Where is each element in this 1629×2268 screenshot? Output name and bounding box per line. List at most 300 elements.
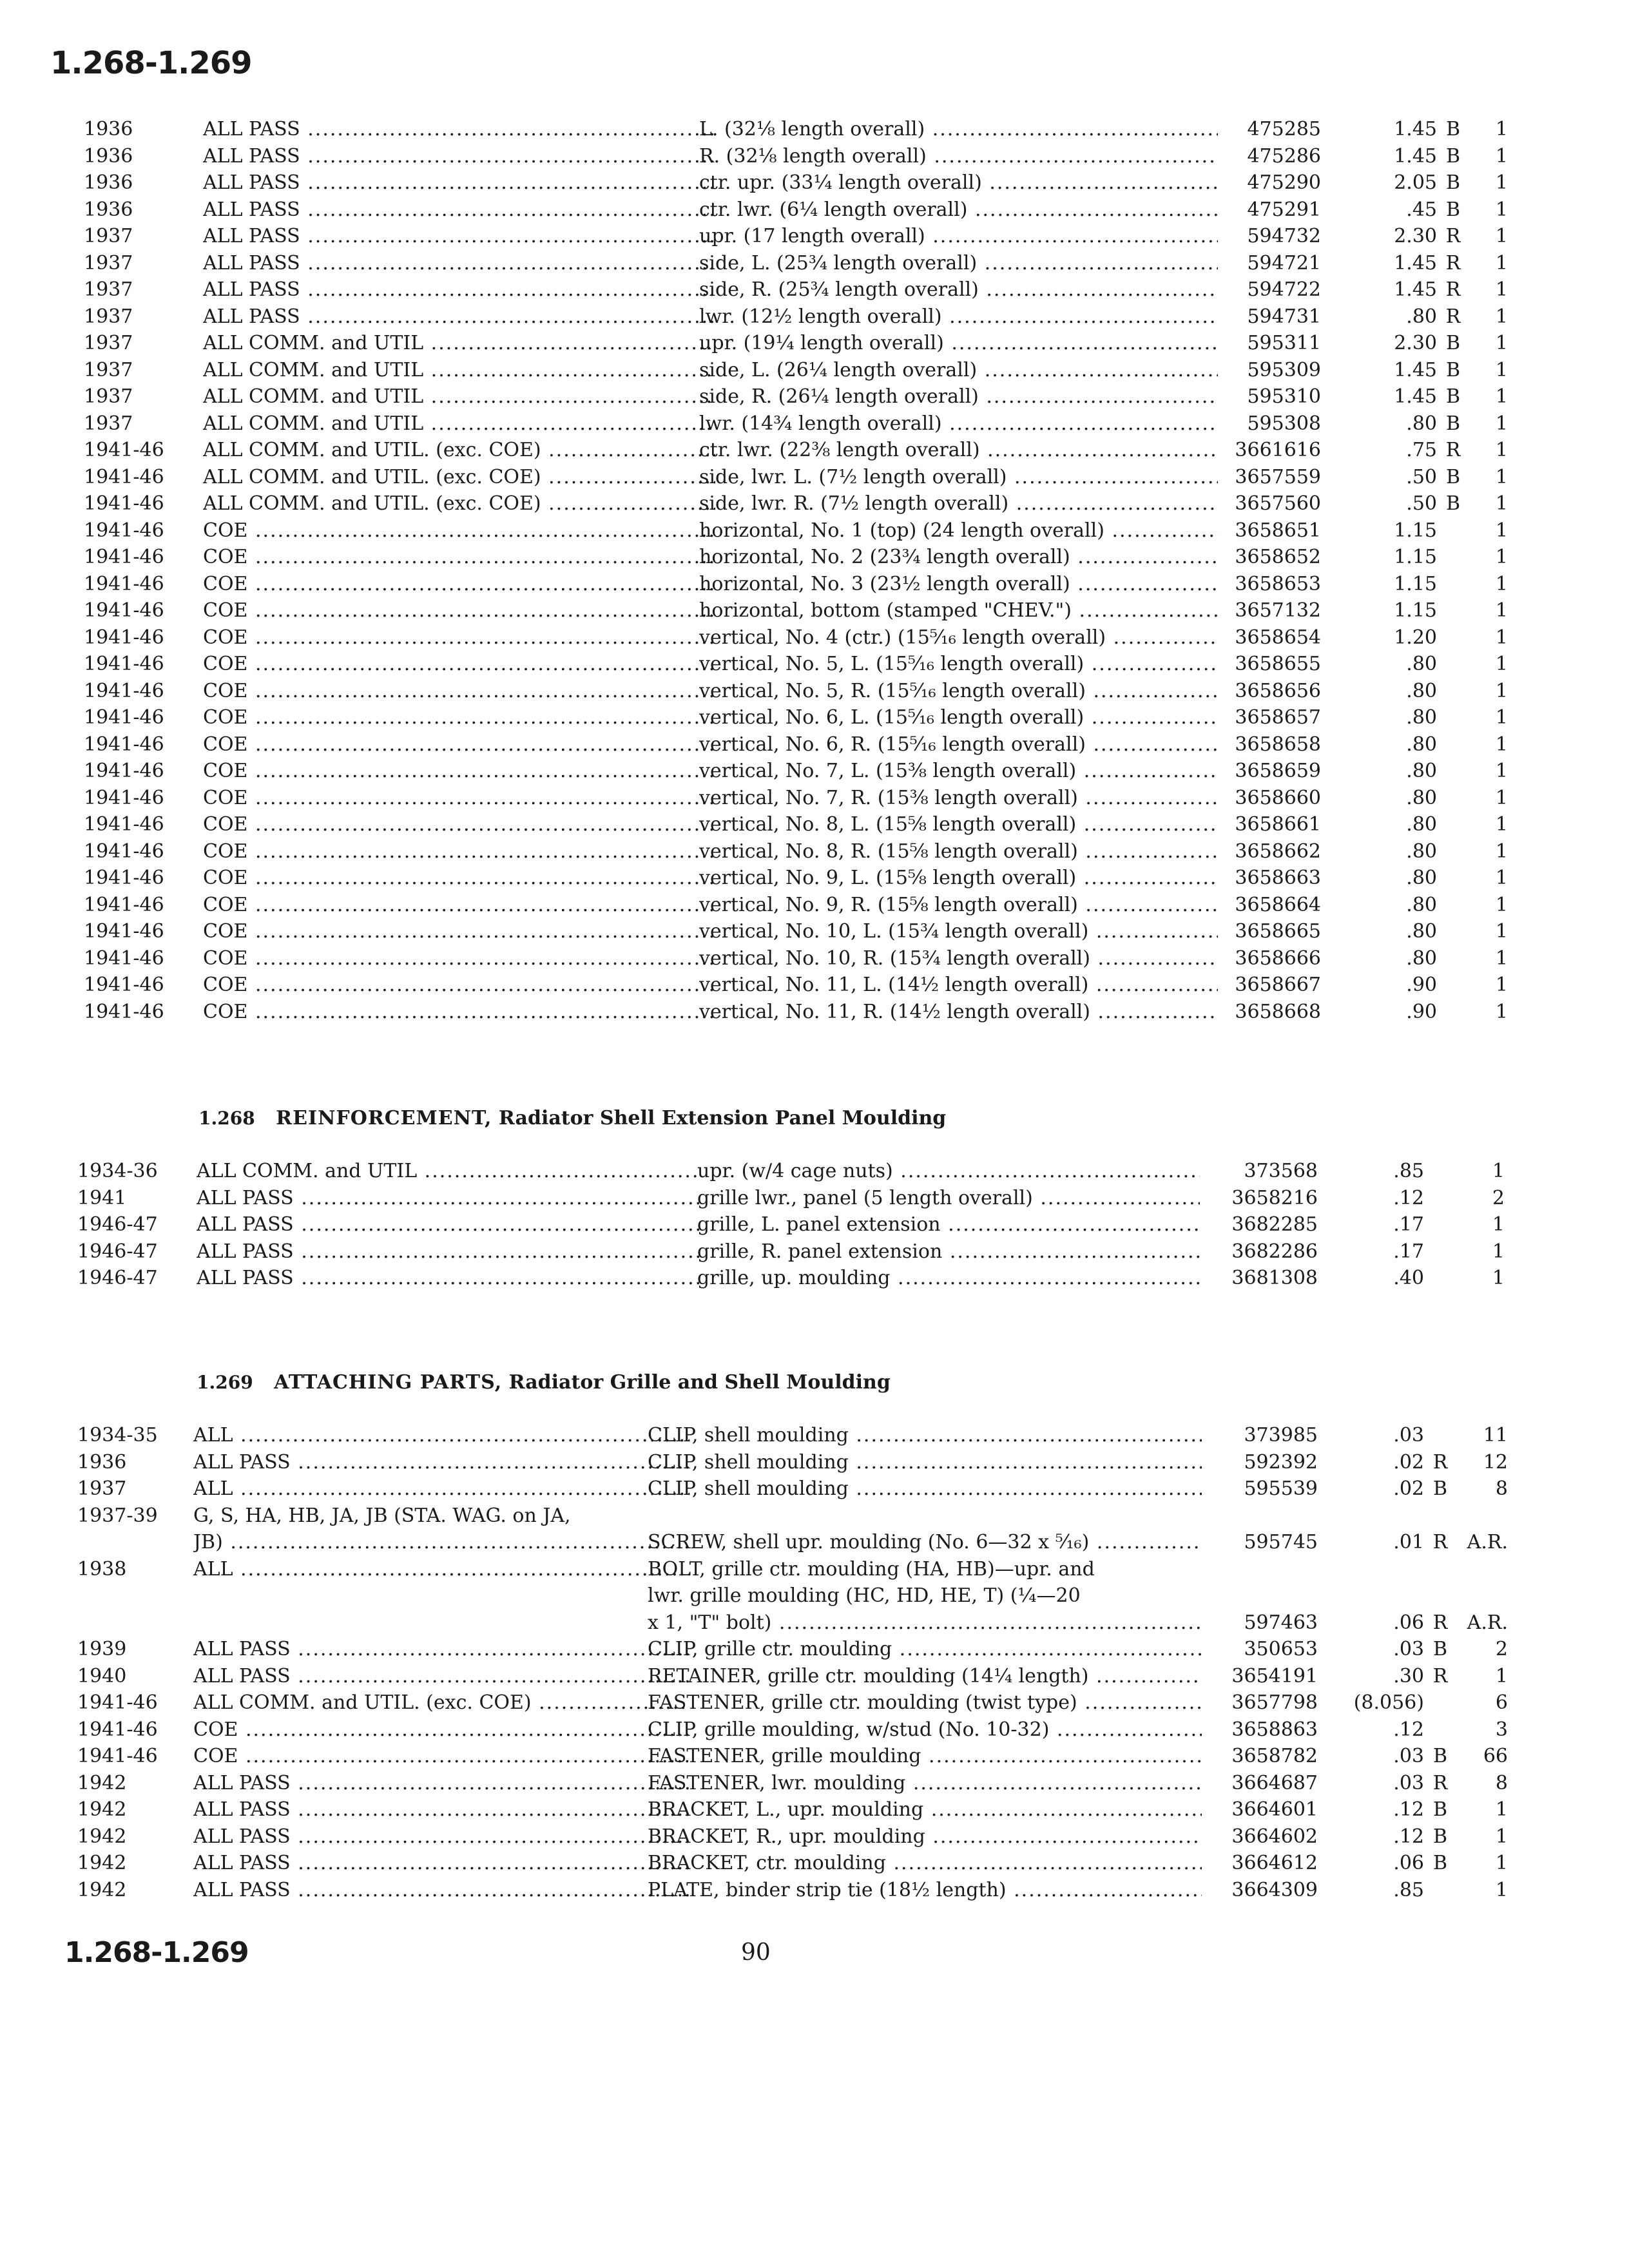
cell-part: 3661616 — [1235, 439, 1321, 461]
cell-desc: BOLT, grille ctr. moulding (HA, HB)—upr. and — [648, 1557, 1095, 1581]
cell-part: 3658668 — [1235, 1000, 1321, 1023]
cell-model: ALL COMM. and UTIL ..... — [197, 1158, 699, 1185]
cell-model: ALL PASS ..... — [203, 303, 715, 331]
cell-year: 1937 — [84, 385, 133, 408]
cell-price: .80 — [1406, 840, 1437, 863]
cell-qty: 1 — [1495, 278, 1508, 301]
cell-desc: side, R. (25¾ length overall) ..... — [699, 276, 1218, 303]
cell-year: 1934-36 — [77, 1160, 158, 1182]
cell-qty: 3 — [1495, 1718, 1508, 1741]
cell-part: 3658863 — [1231, 1718, 1318, 1741]
cell-price: .50 — [1406, 492, 1437, 515]
cell-price: .80 — [1406, 786, 1437, 809]
section-heading-reinforcement — [198, 1107, 946, 1129]
cell-model: COE ..... — [203, 811, 715, 838]
cell-qty: 1 — [1495, 465, 1508, 488]
cell-price: .80 — [1406, 813, 1437, 836]
cell-price: .80 — [1406, 760, 1437, 782]
cell-model: COE ..... — [193, 1716, 689, 1744]
cell-qty: 1 — [1495, 251, 1508, 274]
cell-model: ALL PASS ..... — [203, 143, 715, 170]
cell-price: .75 — [1406, 439, 1437, 461]
cell-model: COE ..... — [203, 838, 715, 865]
cell-year: 1937 — [84, 278, 133, 301]
cell-price: .12 — [1393, 1186, 1424, 1209]
cell-model: COE ..... — [203, 945, 715, 972]
cell-price: .02 — [1393, 1477, 1424, 1500]
cell-desc: BRACKET, L., upr. moulding ..... — [648, 1796, 1202, 1823]
cell-desc: side, L. (26¼ length overall) ..... — [699, 357, 1218, 384]
cell-qty: 1 — [1495, 332, 1508, 354]
cell-grp: B — [1445, 412, 1461, 435]
cell-qty: 1 — [1495, 706, 1508, 729]
cell-qty: 1 — [1495, 974, 1508, 996]
cell-model: G, S, HA, HB, JA, JB (STA. WAG. on JA, — [193, 1504, 571, 1527]
cell-price: .90 — [1406, 1000, 1437, 1023]
cell-part: 350653 — [1244, 1638, 1318, 1660]
cell-price: .85 — [1393, 1160, 1424, 1182]
cell-part: 3681308 — [1231, 1267, 1318, 1289]
cell-model: ALL PASS ..... — [193, 1823, 689, 1850]
cell-model: ALL PASS ..... — [193, 1663, 689, 1690]
cell-price: 2.30 — [1394, 225, 1437, 247]
cell-grp: R — [1445, 439, 1461, 461]
cell-part: 3664687 — [1231, 1771, 1318, 1794]
cell-desc: vertical, No. 11, L. (14½ length overall) ..... — [699, 972, 1218, 999]
cell-year: 1941-46 — [84, 465, 164, 488]
cell-part: 594732 — [1247, 225, 1321, 247]
cell-part: 594731 — [1247, 305, 1321, 328]
cell-desc: ctr. lwr. (22⅜ length overall) ..... — [699, 437, 1218, 464]
cell-desc: side, L. (25¾ length overall) ..... — [699, 250, 1218, 277]
cell-grp: B — [1445, 118, 1461, 140]
cell-year: 1941-46 — [84, 706, 164, 729]
cell-qty: 12 — [1483, 1450, 1508, 1474]
section-name: ATTACHING PARTS, — [274, 1371, 503, 1394]
cell-desc: lwr. (14¾ length overall) ..... — [699, 410, 1218, 437]
cell-year: 1941-46 — [84, 653, 164, 675]
cell-model: ALL PASS ..... — [197, 1265, 699, 1292]
cell-price: .03 — [1393, 1638, 1424, 1660]
cell-part: 595309 — [1247, 358, 1321, 381]
cell-part: 373568 — [1244, 1160, 1318, 1182]
cell-part: 3657132 — [1235, 599, 1321, 622]
cell-part: 3658653 — [1235, 572, 1321, 595]
cell-model: COE ..... — [203, 758, 715, 785]
cell-desc: vertical, No. 6, R. (15⁵⁄₁₆ length overall) ..... — [699, 731, 1218, 758]
cell-year: 1941-46 — [84, 733, 164, 756]
cell-model: ALL PASS ..... — [203, 197, 715, 224]
cell-year: 1937 — [84, 305, 133, 328]
cell-year: 1937 — [77, 1477, 127, 1500]
cell-year: 1934-35 — [77, 1424, 158, 1446]
cell-price: .02 — [1393, 1450, 1424, 1474]
cell-desc: upr. (w/4 cage nuts) ..... — [697, 1158, 1200, 1185]
page-number: 90 — [741, 1939, 771, 1966]
cell-desc: lwr. grille moulding (HC, HD, HE, T) (¼—20 — [648, 1584, 1081, 1607]
cell-qty: 1 — [1495, 412, 1508, 435]
cell-part: 3664601 — [1231, 1798, 1318, 1821]
cell-qty: 1 — [1495, 198, 1508, 221]
cell-year: 1942 — [77, 1852, 127, 1874]
cell-qty: 1 — [1495, 599, 1508, 622]
cell-price: .03 — [1393, 1771, 1424, 1794]
cell-year: 1946-47 — [77, 1240, 158, 1263]
cell-grp: R — [1445, 251, 1461, 274]
cell-grp: B — [1432, 1852, 1448, 1874]
cell-model: ALL PASS ..... — [203, 169, 715, 197]
cell-qty: 1 — [1492, 1240, 1505, 1263]
section-description: Radiator Shell Extension Panel Moulding — [498, 1107, 947, 1129]
cell-model: COE ..... — [203, 892, 715, 919]
cell-model: ALL COMM. and UTIL. (exc. COE) ..... — [193, 1689, 689, 1716]
cell-grp: B — [1432, 1825, 1448, 1848]
cell-qty: A.R. — [1467, 1611, 1508, 1634]
cell-price: .90 — [1406, 974, 1437, 996]
cell-year: 1937 — [84, 251, 133, 274]
cell-year: 1941-46 — [84, 572, 164, 595]
cell-price: 1.15 — [1394, 572, 1437, 595]
cell-part: 3658663 — [1235, 867, 1321, 889]
cell-price: .03 — [1393, 1745, 1424, 1767]
cell-year: 1941-46 — [84, 813, 164, 836]
cell-model: ALL ..... — [193, 1475, 689, 1503]
cell-year: 1946-47 — [77, 1213, 158, 1236]
cell-price: .12 — [1393, 1798, 1424, 1821]
section-heading-attaching-parts — [197, 1371, 891, 1394]
cell-qty: 1 — [1495, 519, 1508, 542]
cell-price: .80 — [1406, 305, 1437, 328]
cell-part: 3657559 — [1235, 465, 1321, 488]
cell-qty: 1 — [1495, 840, 1508, 863]
cell-desc: lwr. (12½ length overall) ..... — [699, 303, 1218, 331]
page-footer-code: 1.268-1.269 — [64, 1936, 249, 1969]
cell-price: 1.20 — [1394, 626, 1437, 649]
cell-desc: L. (32⅛ length overall) ..... — [699, 116, 1218, 143]
cell-desc: side, R. (26¼ length overall) ..... — [699, 383, 1218, 410]
cell-part: 3658658 — [1235, 733, 1321, 756]
cell-desc: FASTENER, grille ctr. moulding (twist type) ..... — [648, 1689, 1202, 1716]
cell-year: 1941-46 — [77, 1718, 158, 1741]
cell-grp: R — [1445, 225, 1461, 247]
cell-part: 3658664 — [1235, 893, 1321, 916]
cell-model: COE ..... — [203, 704, 715, 731]
cell-price: .06 — [1393, 1611, 1424, 1634]
cell-qty: 11 — [1483, 1424, 1508, 1446]
cell-qty: 1 — [1495, 305, 1508, 328]
cell-desc: horizontal, No. 1 (top) (24 length overall) ..... — [699, 517, 1218, 544]
cell-model: ALL COMM. and UTIL ..... — [203, 357, 715, 384]
cell-price: .12 — [1393, 1825, 1424, 1848]
cell-qty: 1 — [1492, 1160, 1505, 1182]
cell-desc: R. (32⅛ length overall) ..... — [699, 143, 1218, 170]
cell-model: ALL ..... — [193, 1422, 689, 1449]
cell-price: .30 — [1393, 1664, 1424, 1687]
cell-model: ALL PASS ..... — [203, 276, 715, 303]
cell-year: 1936 — [84, 171, 133, 194]
cell-year: 1936 — [84, 144, 133, 168]
cell-qty: 1 — [1495, 1825, 1508, 1848]
cell-price: .50 — [1406, 465, 1437, 488]
cell-qty: 1 — [1495, 813, 1508, 836]
cell-model: COE ..... — [203, 624, 715, 651]
cell-part: 3658652 — [1235, 546, 1321, 568]
cell-price: 1.45 — [1394, 118, 1437, 140]
cell-price: .80 — [1406, 412, 1437, 435]
cell-desc: grille, up. moulding ..... — [697, 1265, 1200, 1292]
cell-year: 1941-46 — [84, 947, 164, 970]
cell-price: 1.45 — [1394, 385, 1437, 408]
cell-model: ALL PASS ..... — [193, 1877, 689, 1904]
cell-qty: 1 — [1495, 679, 1508, 702]
cell-part: 3658665 — [1235, 920, 1321, 943]
cell-year: 1941-46 — [84, 786, 164, 809]
cell-grp: B — [1432, 1798, 1448, 1821]
cell-grp: R — [1432, 1664, 1448, 1687]
cell-desc: CLIP, shell moulding ..... — [648, 1475, 1202, 1503]
cell-qty: 1 — [1495, 439, 1508, 461]
cell-qty: 1 — [1495, 385, 1508, 408]
cell-model: ALL PASS ..... — [203, 223, 715, 250]
cell-price: .40 — [1393, 1267, 1424, 1289]
cell-desc: BRACKET, ctr. moulding ..... — [648, 1850, 1202, 1877]
cell-part: 3658655 — [1235, 653, 1321, 675]
cell-year: 1940 — [77, 1664, 127, 1687]
cell-part: 595308 — [1247, 412, 1321, 435]
cell-part: 3658656 — [1235, 679, 1321, 702]
cell-year: 1941-46 — [84, 546, 164, 568]
cell-year: 1941 — [77, 1186, 127, 1209]
cell-desc: vertical, No. 9, L. (15⅝ length overall) ..... — [699, 865, 1218, 892]
cell-year: 1937 — [84, 332, 133, 354]
cell-grp: B — [1445, 198, 1461, 221]
cell-year: 1941-46 — [84, 760, 164, 782]
cell-desc: side, lwr. R. (7½ length overall) ..... — [699, 490, 1218, 517]
cell-year: 1937 — [84, 412, 133, 435]
cell-part: 594722 — [1247, 278, 1321, 301]
cell-model: COE ..... — [203, 785, 715, 812]
cell-year: 1941-46 — [84, 599, 164, 622]
cell-year: 1941-46 — [84, 1000, 164, 1023]
cell-qty: 1 — [1495, 786, 1508, 809]
cell-desc: FASTENER, grille moulding ..... — [648, 1743, 1202, 1770]
cell-year: 1941-46 — [84, 893, 164, 916]
cell-year: 1942 — [77, 1825, 127, 1848]
cell-qty: 1 — [1495, 653, 1508, 675]
cell-desc: BRACKET, R., upr. moulding ..... — [648, 1823, 1202, 1850]
cell-desc: vertical, No. 7, L. (15⅜ length overall) ..... — [699, 758, 1218, 785]
cell-grp: B — [1432, 1638, 1448, 1660]
cell-year: 1938 — [77, 1557, 127, 1581]
section-name: REINFORCEMENT, — [276, 1107, 492, 1129]
cell-price: 1.45 — [1394, 251, 1437, 274]
cell-qty: A.R. — [1467, 1531, 1508, 1553]
cell-model: ALL PASS ..... — [197, 1185, 699, 1212]
cell-part: 3657560 — [1235, 492, 1321, 515]
cell-model: ALL PASS ..... — [193, 1636, 689, 1663]
cell-part: 592392 — [1244, 1450, 1318, 1474]
cell-grp: R — [1445, 278, 1461, 301]
cell-desc: PLATE, binder strip tie (18½ length) ..... — [648, 1877, 1202, 1904]
cell-price: .03 — [1393, 1424, 1424, 1446]
cell-desc: vertical, No. 4 (ctr.) (15⁵⁄₁₆ length overall) ..... — [699, 624, 1218, 651]
cell-year: 1939 — [77, 1638, 127, 1660]
cell-price: 2.05 — [1394, 171, 1437, 194]
cell-desc: horizontal, No. 3 (23½ length overall) ..... — [699, 571, 1218, 598]
cell-model: COE ..... — [203, 517, 715, 544]
cell-grp: R — [1432, 1611, 1448, 1634]
cell-model: JB) ..... — [193, 1529, 689, 1556]
cell-part: 3664602 — [1231, 1825, 1318, 1848]
cell-model: ALL PASS ..... — [193, 1796, 689, 1823]
cell-qty: 66 — [1483, 1745, 1508, 1767]
cell-year: 1937 — [84, 225, 133, 247]
cell-qty: 1 — [1495, 1852, 1508, 1874]
cell-qty: 1 — [1495, 947, 1508, 970]
cell-part: 3658654 — [1235, 626, 1321, 649]
cell-qty: 1 — [1495, 920, 1508, 943]
cell-year: 1941-46 — [84, 840, 164, 863]
cell-price: .80 — [1406, 867, 1437, 889]
cell-part: 595745 — [1244, 1531, 1318, 1553]
cell-qty: 1 — [1495, 144, 1508, 168]
cell-grp: B — [1445, 492, 1461, 515]
cell-model: ALL PASS ..... — [197, 1211, 699, 1238]
cell-grp: B — [1445, 465, 1461, 488]
cell-desc: vertical, No. 8, R. (15⅝ length overall) ..... — [699, 838, 1218, 865]
cell-year: 1942 — [77, 1878, 127, 1901]
cell-part: 595310 — [1247, 385, 1321, 408]
cell-part: 3682285 — [1231, 1213, 1318, 1236]
cell-desc: upr. (17 length overall) ..... — [699, 223, 1218, 250]
cell-year: 1941-46 — [84, 492, 164, 515]
cell-price: 1.15 — [1394, 546, 1437, 568]
cell-model: ALL COMM. and UTIL ..... — [203, 330, 715, 357]
cell-desc: vertical, No. 7, R. (15⅜ length overall) ..... — [699, 785, 1218, 812]
cell-desc: upr. (19¼ length overall) ..... — [699, 330, 1218, 357]
cell-desc: vertical, No. 9, R. (15⅝ length overall) ..... — [699, 892, 1218, 919]
cell-year: 1937 — [84, 358, 133, 381]
cell-desc: vertical, No. 5, R. (15⁵⁄₁₆ length overall) ..... — [699, 678, 1218, 705]
cell-part: 3658660 — [1235, 786, 1321, 809]
cell-grp: R — [1432, 1450, 1448, 1474]
cell-qty: 1 — [1495, 572, 1508, 595]
cell-part: 373985 — [1244, 1424, 1318, 1446]
cell-grp: R — [1432, 1531, 1448, 1553]
cell-qty: 1 — [1495, 760, 1508, 782]
cell-model: COE ..... — [193, 1743, 689, 1770]
cell-qty: 8 — [1495, 1771, 1508, 1794]
cell-model: COE ..... — [203, 972, 715, 999]
cell-model: ALL COMM. and UTIL. (exc. COE) ..... — [203, 464, 715, 491]
cell-year: 1941-46 — [84, 439, 164, 461]
cell-price: .45 — [1406, 198, 1437, 221]
cell-price: 1.45 — [1394, 144, 1437, 168]
cell-grp: B — [1445, 358, 1461, 381]
cell-price: .80 — [1406, 733, 1437, 756]
cell-part: 3658216 — [1231, 1186, 1318, 1209]
cell-model: COE ..... — [203, 571, 715, 598]
cell-desc: vertical, No. 8, L. (15⅝ length overall) ..... — [699, 811, 1218, 838]
cell-desc: vertical, No. 10, L. (15¾ length overall) ..... — [699, 918, 1218, 945]
cell-price: 1.45 — [1394, 278, 1437, 301]
cell-price: .12 — [1393, 1718, 1424, 1741]
cell-price: .80 — [1406, 947, 1437, 970]
cell-desc: vertical, No. 6, L. (15⁵⁄₁₆ length overall) ..... — [699, 704, 1218, 731]
cell-grp: B — [1445, 385, 1461, 408]
section-number: 1.269 — [197, 1372, 253, 1393]
cell-desc: x 1, "T" bolt) ..... — [648, 1610, 1202, 1637]
cell-model: ALL COMM. and UTIL ..... — [203, 383, 715, 410]
cell-qty: 1 — [1495, 118, 1508, 140]
cell-part: 475286 — [1247, 144, 1321, 168]
cell-year: 1941-46 — [77, 1745, 158, 1767]
cell-model: ALL PASS ..... — [203, 250, 715, 277]
cell-grp: R — [1432, 1771, 1448, 1794]
cell-model: ALL ..... — [193, 1556, 689, 1583]
cell-qty: 1 — [1495, 893, 1508, 916]
cell-model: COE ..... — [203, 544, 715, 571]
cell-price: .80 — [1406, 679, 1437, 702]
cell-year: 1937-39 — [77, 1504, 158, 1527]
cell-part: 3657798 — [1231, 1691, 1318, 1714]
cell-year: 1941-46 — [84, 920, 164, 943]
cell-model: COE ..... — [203, 731, 715, 758]
cell-price: .01 — [1393, 1531, 1424, 1553]
cell-model: ALL PASS ..... — [193, 1449, 689, 1476]
cell-model: ALL COMM. and UTIL. (exc. COE) ..... — [203, 437, 715, 464]
cell-qty: 1 — [1495, 492, 1508, 515]
cell-price: 1.15 — [1394, 519, 1437, 542]
cell-year: 1941-46 — [84, 867, 164, 889]
cell-qty: 1 — [1495, 1664, 1508, 1687]
cell-model: ALL COMM. and UTIL. (exc. COE) ..... — [203, 490, 715, 517]
cell-part: 3658651 — [1235, 519, 1321, 542]
cell-price: .80 — [1406, 893, 1437, 916]
cell-model: ALL PASS ..... — [193, 1850, 689, 1877]
cell-part: 475285 — [1247, 118, 1321, 140]
cell-year: 1936 — [84, 198, 133, 221]
cell-grp: B — [1432, 1745, 1448, 1767]
cell-year: 1941-46 — [84, 679, 164, 702]
section-description: Radiator Grille and Shell Moulding — [508, 1371, 891, 1394]
cell-price: (8.056) — [1353, 1691, 1424, 1714]
cell-part: 3658659 — [1235, 760, 1321, 782]
cell-price: 1.15 — [1394, 599, 1437, 622]
cell-year: 1942 — [77, 1798, 127, 1821]
cell-desc: ctr. upr. (33¼ length overall) ..... — [699, 169, 1218, 197]
cell-qty: 1 — [1495, 867, 1508, 889]
cell-desc: vertical, No. 5, L. (15⁵⁄₁₆ length overall) ..... — [699, 651, 1218, 678]
cell-year: 1941-46 — [77, 1691, 158, 1714]
cell-model: COE ..... — [203, 678, 715, 705]
cell-part: 475290 — [1247, 171, 1321, 194]
cell-part: 3682286 — [1231, 1240, 1318, 1263]
cell-price: 2.30 — [1394, 332, 1437, 354]
cell-price: .06 — [1393, 1852, 1424, 1874]
cell-part: 475291 — [1247, 198, 1321, 221]
cell-desc: CLIP, grille moulding, w/stud (No. 10-32) ..... — [648, 1716, 1202, 1744]
cell-desc: horizontal, bottom (stamped "CHEV.") ..... — [699, 597, 1218, 624]
cell-year: 1941-46 — [84, 519, 164, 542]
cell-model: COE ..... — [203, 865, 715, 892]
cell-part: 3654191 — [1231, 1664, 1318, 1687]
cell-grp: B — [1445, 332, 1461, 354]
cell-price: .80 — [1406, 920, 1437, 943]
cell-grp: B — [1445, 171, 1461, 194]
cell-year: 1936 — [84, 118, 133, 140]
cell-desc: FASTENER, lwr. moulding ..... — [648, 1770, 1202, 1797]
